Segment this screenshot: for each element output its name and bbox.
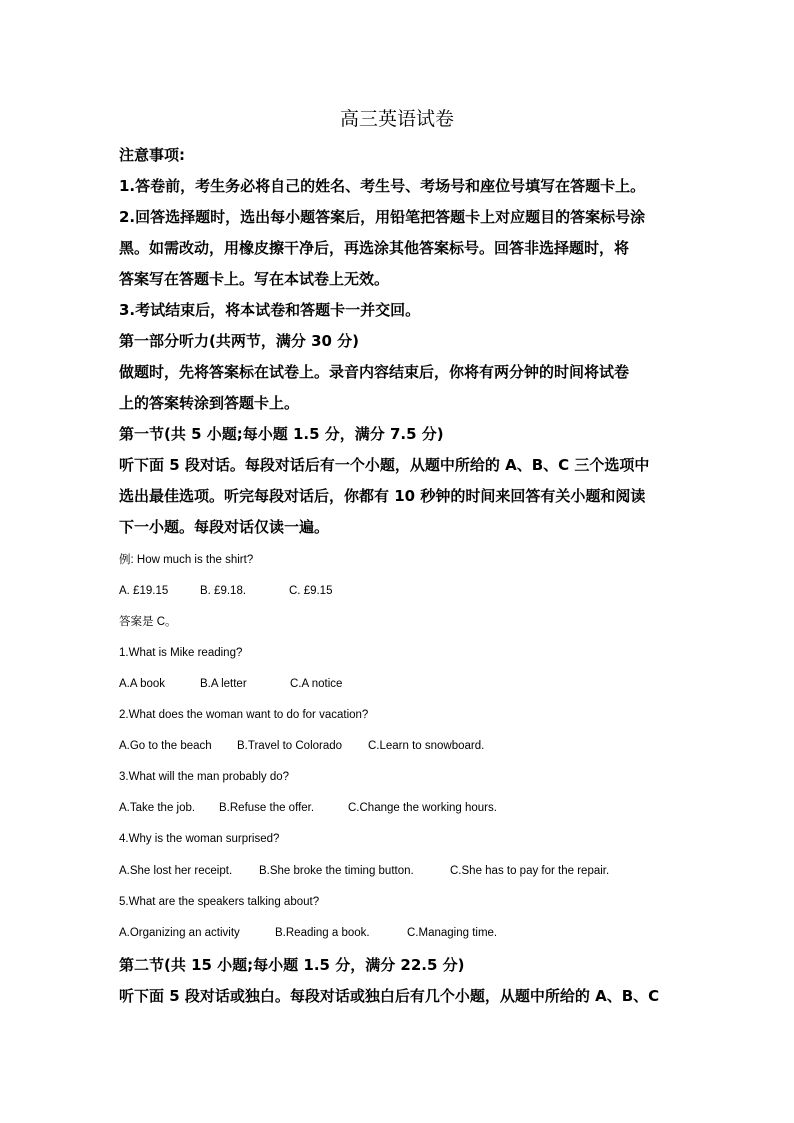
notice-item-2-line-2: 黑。如需改动，用橡皮擦干净后，再选涂其他答案标号。回答非选择题时，将 bbox=[119, 239, 630, 257]
question-5: 5.What are the speakers talking about? bbox=[119, 896, 320, 908]
example-option-a: A. £19.15 bbox=[119, 585, 169, 597]
question-1-option-b: B.A letter bbox=[200, 678, 247, 690]
example-option-c: C. £9.15 bbox=[289, 585, 333, 597]
question-3-option-c: C.Change the working hours. bbox=[348, 802, 497, 814]
question-1: 1.What is Mike reading? bbox=[119, 647, 243, 659]
section2-instruction-line-1: 听下面 5 段对话或独白。每段对话或独白后有几个小题，从题中所给的 A、B、C bbox=[119, 987, 660, 1005]
question-3-option-a: A.Take the job. bbox=[119, 802, 196, 814]
question-3-option-b: B.Refuse the offer. bbox=[219, 802, 315, 814]
page-title: 高三英语试卷 bbox=[339, 108, 454, 130]
question-1-option-a: A.A book bbox=[119, 678, 166, 690]
question-3: 3.What will the man probably do? bbox=[119, 771, 290, 783]
question-4: 4.Why is the woman surprised? bbox=[119, 833, 280, 845]
notice-item-1: 1.答卷前，考生务必将自己的姓名、考生号、考场号和座位号填写在答题卡上。 bbox=[119, 177, 646, 195]
example-option-b: B. £9.18. bbox=[200, 585, 247, 597]
question-4-option-b: B.She broke the timing button. bbox=[259, 865, 414, 877]
question-2-option-a: A.Go to the beach bbox=[119, 740, 212, 752]
question-4-option-c: C.She has to pay for the repair. bbox=[450, 865, 610, 877]
question-2: 2.What does the woman want to do for vacation? bbox=[119, 709, 369, 721]
question-5-option-a: A.Organizing an activity bbox=[119, 927, 240, 939]
section1-heading: 第一节(共 5 小题;每小题 1.5 分，满分 7.5 分) bbox=[119, 425, 444, 443]
notice-item-2-line-1: 2.回答选择题时，选出每小题答案后，用铅笔把答题卡上对应题目的答案标号涂 bbox=[119, 208, 646, 226]
example-question: 例: How much is the shirt? bbox=[119, 554, 254, 566]
question-5-option-b: B.Reading a book. bbox=[275, 927, 370, 939]
section1-instruction-line-3: 下一小题。每段对话仅读一遍。 bbox=[119, 518, 330, 536]
section1-instruction-line-2: 选出最佳选项。听完每段对话后，你都有 10 秒钟的时间来回答有关小题和阅读 bbox=[119, 487, 646, 505]
example-answer: 答案是 C。 bbox=[119, 616, 177, 628]
question-1-option-c: C.A notice bbox=[290, 678, 343, 690]
question-2-option-b: B.Travel to Colorado bbox=[237, 740, 343, 752]
notice-heading: 注意事项: bbox=[119, 146, 185, 164]
part1-heading: 第一部分听力(共两节，满分 30 分) bbox=[119, 332, 360, 350]
part1-instruction-line-2: 上的答案转涂到答题卡上。 bbox=[119, 394, 300, 412]
section2-heading: 第二节(共 15 小题;每小题 1.5 分，满分 22.5 分) bbox=[119, 956, 465, 974]
question-5-option-c: C.Managing time. bbox=[407, 927, 498, 939]
notice-item-2-line-3: 答案写在答题卡上。写在本试卷上无效。 bbox=[119, 270, 390, 288]
part1-instruction-line-1: 做题时，先将答案标在试卷上。录音内容结束后，你将有两分钟的时间将试卷 bbox=[119, 363, 630, 381]
section1-instruction-line-1: 听下面 5 段对话。每段对话后有一个小题，从题中所给的 A、B、C 三个选项中 bbox=[119, 456, 650, 474]
question-2-option-c: C.Learn to snowboard. bbox=[368, 740, 485, 752]
question-4-option-a: A.She lost her receipt. bbox=[119, 865, 233, 877]
notice-item-3: 3.考试结束后，将本试卷和答题卡一并交回。 bbox=[119, 301, 421, 319]
